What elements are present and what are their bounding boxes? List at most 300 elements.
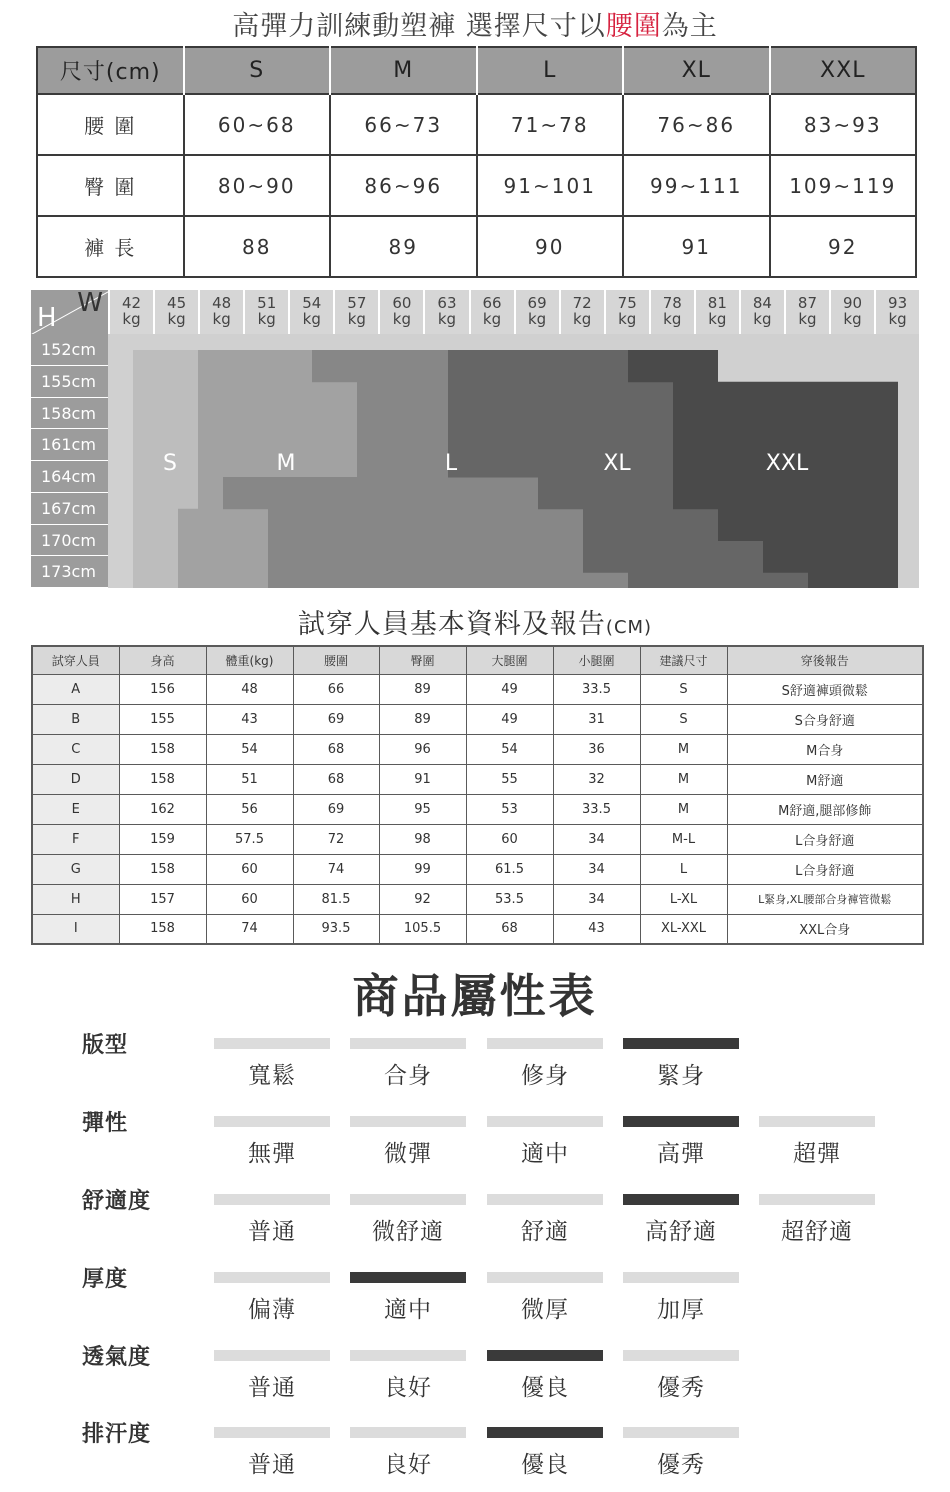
attribute-option-label: 舒適 <box>521 1219 569 1245</box>
trial-value: 95 <box>379 794 466 824</box>
attribute-option-label: 微舒適 <box>372 1219 444 1245</box>
attribute-option-label: 高舒適 <box>645 1219 717 1245</box>
size-region-l <box>223 477 538 509</box>
weight-value: 81 <box>707 294 727 312</box>
measure-value: 91 <box>623 216 770 277</box>
attribute-option <box>487 1350 603 1402</box>
attribute-option-label: 超舒適 <box>781 1219 853 1245</box>
trial-value: S <box>640 674 727 704</box>
weight-unit: kg <box>167 310 186 328</box>
size-region-label: S <box>163 451 177 476</box>
trial-value: 158 <box>119 854 206 884</box>
attribute-bar <box>350 1038 466 1049</box>
trial-value: 89 <box>379 674 466 704</box>
trial-value: 49 <box>466 674 553 704</box>
measure-value: 89 <box>330 216 477 277</box>
attribute-name: 彈性 <box>82 1111 129 1136</box>
trial-row <box>32 674 923 704</box>
attribute-option <box>350 1194 466 1246</box>
trial-value: 34 <box>553 824 640 854</box>
trial-value: 55 <box>466 764 553 794</box>
trial-value: L <box>640 854 727 884</box>
attribute-option <box>487 1194 603 1246</box>
attribute-bar <box>214 1194 330 1205</box>
trial-value: S <box>640 704 727 734</box>
attribute-option-label: 普通 <box>248 1219 296 1245</box>
attribute-row <box>0 1028 950 1106</box>
weight-unit: kg <box>527 310 547 328</box>
trial-value: 74 <box>293 854 379 884</box>
attribute-name: 排汗度 <box>82 1422 152 1447</box>
trial-header-cell: 臀圍 <box>379 646 466 674</box>
attribute-option <box>487 1427 603 1479</box>
trial-value: 158 <box>119 914 206 944</box>
weight-value: 78 <box>662 294 682 312</box>
size-region-m <box>198 382 357 414</box>
trial-value: 56 <box>206 794 293 824</box>
trial-value: 66 <box>293 674 379 704</box>
attribute-option-label: 優良 <box>521 1452 569 1478</box>
attribute-row <box>0 1262 950 1340</box>
height-cell: 164cm <box>31 461 108 493</box>
trial-value: 156 <box>119 674 206 704</box>
trial-value: 155 <box>119 704 206 734</box>
attribute-bar <box>350 1116 466 1127</box>
trial-value: 158 <box>119 764 206 794</box>
trial-value: 93.5 <box>293 914 379 944</box>
attribute-bar <box>350 1350 466 1361</box>
attribute-option-label: 普通 <box>248 1375 296 1401</box>
size-region-m <box>198 414 357 446</box>
attribute-row <box>0 1417 950 1492</box>
trial-row <box>32 914 923 944</box>
attribute-option <box>214 1427 330 1479</box>
trial-report: L合身舒適 <box>727 854 923 884</box>
trial-row <box>32 854 923 884</box>
weight-value: 63 <box>437 294 457 312</box>
trial-header-cell: 身高 <box>119 646 206 674</box>
attribute-row <box>0 1184 950 1262</box>
height-cell: 161cm <box>31 429 108 461</box>
trial-value: 68 <box>293 734 379 764</box>
size-region-l <box>312 350 448 382</box>
attribute-option-label: 寬鬆 <box>248 1063 296 1089</box>
attribute-option-label: 適中 <box>521 1141 569 1167</box>
attribute-option <box>214 1038 330 1090</box>
attribute-bar-selected <box>623 1194 739 1205</box>
measure-label: 腰 圍 <box>37 94 184 155</box>
trial-value: 60 <box>206 884 293 914</box>
trial-value: 69 <box>293 794 379 824</box>
trial-value: 36 <box>553 734 640 764</box>
trial-value: M <box>640 764 727 794</box>
trial-value: 51 <box>206 764 293 794</box>
size-region-xl <box>448 414 673 446</box>
tester-id: F <box>32 824 119 854</box>
measure-value: 91~101 <box>477 155 624 216</box>
size-table-row <box>37 94 916 155</box>
size-region-xxl <box>673 414 898 446</box>
attribute-bar <box>214 1272 330 1283</box>
attribute-option-label: 微厚 <box>521 1297 569 1323</box>
trial-value: 61.5 <box>466 854 553 884</box>
measure-value: 90 <box>477 216 624 277</box>
attribute-option <box>350 1350 466 1402</box>
measure-value: 83~93 <box>770 94 917 155</box>
size-region-xl <box>628 572 808 588</box>
trial-report: S舒適褲頭微鬆 <box>727 674 923 704</box>
size-region-xl <box>538 477 673 509</box>
trial-report: L緊身,XL腰部合身褲管微鬆 <box>727 884 923 914</box>
size-table-row <box>37 216 916 277</box>
attribute-option <box>623 1272 739 1324</box>
size-region-xxl <box>628 350 718 382</box>
height-cell: 158cm <box>31 398 108 430</box>
size-region-m <box>178 541 268 573</box>
measure-label: 臀 圍 <box>37 155 184 216</box>
trial-table <box>31 645 924 945</box>
weight-value: 51 <box>257 294 277 312</box>
title-suffix: 為主 <box>661 11 718 42</box>
size-header-cell: XXL <box>770 47 917 94</box>
size-region-l <box>357 382 448 414</box>
attribute-bar <box>350 1194 466 1205</box>
attribute-option-label: 偏薄 <box>248 1297 296 1323</box>
attribute-option-label: 優秀 <box>657 1452 705 1478</box>
attribute-option <box>214 1116 330 1168</box>
attribute-option <box>623 1038 739 1090</box>
attribute-bar <box>214 1427 330 1438</box>
size-table <box>36 46 917 278</box>
attribute-bar <box>214 1038 330 1049</box>
size-table-title <box>0 4 950 43</box>
size-region-l <box>268 509 583 541</box>
size-region-s <box>133 572 178 588</box>
trial-value: 158 <box>119 734 206 764</box>
trial-value: 157 <box>119 884 206 914</box>
trial-row <box>32 764 923 794</box>
tester-id: I <box>32 914 119 944</box>
trial-value: 32 <box>553 764 640 794</box>
trial-value: 34 <box>553 854 640 884</box>
trial-value: XL-XXL <box>640 914 727 944</box>
attribute-row <box>0 1106 950 1184</box>
title-prefix: 高彈力訓練動塑褲 選擇尺寸以 <box>232 11 606 42</box>
attribute-bar <box>759 1194 875 1205</box>
attribute-option <box>350 1272 466 1324</box>
attribute-bar <box>350 1427 466 1438</box>
size-header-cell: S <box>184 47 331 94</box>
tester-id: C <box>32 734 119 764</box>
measure-value: 86~96 <box>330 155 477 216</box>
attribute-bar <box>214 1116 330 1127</box>
weight-unit: kg <box>347 310 366 328</box>
size-region-xxl <box>673 477 898 509</box>
trial-value: L-XL <box>640 884 727 914</box>
size-region-xl <box>583 541 763 573</box>
trial-header-cell: 試穿人員 <box>32 646 119 674</box>
trial-value: 89 <box>379 704 466 734</box>
trial-header-cell: 穿後報告 <box>727 646 923 674</box>
trial-value: 68 <box>293 764 379 794</box>
attribute-option-label: 合身 <box>384 1063 432 1089</box>
size-region-xxl <box>673 382 898 414</box>
trial-value: 69 <box>293 704 379 734</box>
weight-value: 72 <box>572 294 592 312</box>
attribute-bar-selected <box>487 1350 603 1361</box>
trial-value: 74 <box>206 914 293 944</box>
attribute-option-label: 修身 <box>521 1063 569 1089</box>
measure-value: 109~119 <box>770 155 917 216</box>
height-cell: 155cm <box>31 366 108 398</box>
size-region-m <box>198 477 223 509</box>
size-region-xxl <box>808 572 898 588</box>
trial-value: 105.5 <box>379 914 466 944</box>
trial-header-cell: 體重(kg) <box>206 646 293 674</box>
attribute-option <box>623 1350 739 1402</box>
size-region-label: L <box>444 451 458 476</box>
measure-value: 80~90 <box>184 155 331 216</box>
weight-value: 84 <box>752 294 772 312</box>
attribute-option <box>759 1194 875 1246</box>
trial-value: 34 <box>553 884 640 914</box>
trial-value: 92 <box>379 884 466 914</box>
trial-value: 53 <box>466 794 553 824</box>
weight-unit: kg <box>843 310 862 328</box>
height-axis-label: H <box>37 303 57 333</box>
trial-report: L合身舒適 <box>727 824 923 854</box>
attribute-name: 透氣度 <box>82 1345 152 1370</box>
weight-unit: kg <box>257 310 276 328</box>
size-region-l <box>268 541 583 573</box>
size-region-m <box>198 350 312 382</box>
measure-label: 褲 長 <box>37 216 184 277</box>
attribute-bar <box>623 1272 739 1283</box>
weight-unit: kg <box>212 310 231 328</box>
trial-value: M-L <box>640 824 727 854</box>
size-header-cell: 尺寸(cm) <box>37 47 184 94</box>
trial-value: 81.5 <box>293 884 379 914</box>
size-region-l <box>357 445 448 477</box>
attribute-option-label: 超彈 <box>793 1141 841 1167</box>
trial-title-unit: (CM) <box>605 617 653 638</box>
attribute-option-label: 適中 <box>384 1297 432 1323</box>
size-header-cell: XL <box>623 47 770 94</box>
measure-value: 71~78 <box>477 94 624 155</box>
height-cell: 167cm <box>31 493 108 525</box>
attribute-option-label: 緊身 <box>657 1063 705 1089</box>
trial-value: 43 <box>553 914 640 944</box>
weight-unit: kg <box>618 310 637 328</box>
measure-value: 99~111 <box>623 155 770 216</box>
attribute-option <box>487 1272 603 1324</box>
trial-header-cell: 腰圍 <box>293 646 379 674</box>
size-table-row <box>37 155 916 216</box>
attributes-title: 商品屬性表 <box>352 969 598 1023</box>
trial-value: 49 <box>466 704 553 734</box>
height-cell: 170cm <box>31 525 108 557</box>
attribute-option-label: 優秀 <box>657 1375 705 1401</box>
tester-id: A <box>32 674 119 704</box>
attribute-option-label: 優良 <box>521 1375 569 1401</box>
trial-value: 96 <box>379 734 466 764</box>
attribute-option <box>487 1116 603 1168</box>
size-region-xl <box>448 382 673 414</box>
size-region-m <box>178 572 268 588</box>
weight-axis-label: W <box>77 290 103 318</box>
weight-unit: kg <box>573 310 592 328</box>
attribute-option-label: 加厚 <box>657 1297 705 1323</box>
attribute-row <box>0 1340 950 1418</box>
size-region-m <box>178 509 268 541</box>
attribute-option <box>623 1194 739 1246</box>
trial-value: M <box>640 794 727 824</box>
attribute-option <box>350 1427 466 1479</box>
attribute-option-label: 良好 <box>384 1375 432 1401</box>
trial-header-row <box>32 646 923 674</box>
size-region-map <box>31 290 919 588</box>
size-region-label: XXL <box>765 451 809 476</box>
trial-value: 54 <box>466 734 553 764</box>
weight-value: 87 <box>797 294 818 312</box>
attribute-name: 厚度 <box>82 1267 129 1292</box>
title-highlight: 腰圍 <box>605 11 662 42</box>
size-region-xxl <box>763 541 898 573</box>
trial-report: M舒適,腿部修飾 <box>727 794 923 824</box>
trial-row <box>32 704 923 734</box>
size-region-l <box>268 572 628 588</box>
trial-row <box>32 734 923 764</box>
weight-value: 48 <box>212 294 232 312</box>
weight-value: 69 <box>527 294 547 312</box>
weight-unit: kg <box>798 310 817 328</box>
trial-header-cell: 建議尺寸 <box>640 646 727 674</box>
size-header-cell: M <box>330 47 477 94</box>
size-table-header <box>37 47 916 94</box>
attribute-bar-selected <box>623 1116 739 1127</box>
size-region-label: XL <box>603 451 631 476</box>
height-cell: 152cm <box>31 334 108 366</box>
weight-value: 42 <box>121 294 142 312</box>
tester-id: H <box>32 884 119 914</box>
attribute-option <box>214 1350 330 1402</box>
size-region-s <box>133 509 178 541</box>
tester-id: E <box>32 794 119 824</box>
weight-unit: kg <box>392 310 412 328</box>
weight-unit: kg <box>302 310 321 328</box>
weight-value: 57 <box>347 294 367 312</box>
attribute-option-label: 無彈 <box>248 1141 296 1167</box>
trial-title <box>0 602 950 641</box>
weight-value: 66 <box>482 294 502 312</box>
attribute-bar <box>623 1427 739 1438</box>
measure-value: 92 <box>770 216 917 277</box>
attribute-option-label: 良好 <box>384 1452 432 1478</box>
trial-report: XXL合身 <box>727 914 923 944</box>
trial-value: 68 <box>466 914 553 944</box>
attribute-bar <box>487 1116 603 1127</box>
attribute-bar <box>623 1350 739 1361</box>
attribute-name: 版型 <box>82 1033 129 1058</box>
trial-value: 43 <box>206 704 293 734</box>
size-region-s <box>133 541 178 573</box>
weight-value: 60 <box>392 294 412 312</box>
attribute-option <box>214 1272 330 1324</box>
attribute-option <box>487 1038 603 1090</box>
trial-value: 60 <box>466 824 553 854</box>
attribute-option <box>623 1427 739 1479</box>
measure-value: 66~73 <box>330 94 477 155</box>
weight-unit: kg <box>437 310 457 328</box>
attribute-bar-selected <box>623 1038 739 1049</box>
trial-value: 99 <box>379 854 466 884</box>
size-region-xl <box>448 445 673 477</box>
attribute-option-label: 高彈 <box>657 1141 705 1167</box>
size-region-l <box>357 414 448 446</box>
tester-id: G <box>32 854 119 884</box>
trial-value: 31 <box>553 704 640 734</box>
trial-row <box>32 794 923 824</box>
weight-value: 93 <box>888 294 908 312</box>
weight-unit: kg <box>122 310 141 328</box>
weight-value: 75 <box>617 294 637 312</box>
size-region-s <box>133 382 198 414</box>
trial-header-cell: 小腿圍 <box>553 646 640 674</box>
size-region-s <box>133 477 198 509</box>
measure-value: 76~86 <box>623 94 770 155</box>
size-region-s <box>133 414 198 446</box>
weight-value: 45 <box>167 294 187 312</box>
trial-value: M <box>640 734 727 764</box>
size-region-label: M <box>276 451 296 476</box>
trial-value: 98 <box>379 824 466 854</box>
attribute-bar-selected <box>487 1427 603 1438</box>
weight-value: 54 <box>302 294 322 312</box>
attribute-bar <box>487 1194 603 1205</box>
attribute-option-label: 微彈 <box>384 1141 432 1167</box>
size-header-cell: L <box>477 47 624 94</box>
tester-id: B <box>32 704 119 734</box>
weight-unit: kg <box>753 310 772 328</box>
trial-value: 91 <box>379 764 466 794</box>
weight-value: 90 <box>842 294 863 312</box>
trial-row <box>32 824 923 854</box>
trial-title-text: 試穿人員基本資料及報告 <box>297 609 606 640</box>
measure-value: 60~68 <box>184 94 331 155</box>
weight-unit: kg <box>708 310 727 328</box>
trial-value: 53.5 <box>466 884 553 914</box>
attribute-option <box>623 1116 739 1168</box>
attribute-bar <box>759 1116 875 1127</box>
trial-row <box>32 884 923 914</box>
attribute-option <box>214 1194 330 1246</box>
attribute-option <box>350 1038 466 1090</box>
attribute-option-label: 普通 <box>248 1452 296 1478</box>
height-weight-chart <box>31 290 919 588</box>
trial-value: 162 <box>119 794 206 824</box>
trial-value: 33.5 <box>553 794 640 824</box>
tester-id: D <box>32 764 119 794</box>
attribute-bar <box>487 1272 603 1283</box>
trial-report: S合身舒適 <box>727 704 923 734</box>
trial-value: 33.5 <box>553 674 640 704</box>
size-region-xxl <box>718 509 898 541</box>
trial-report: M合身 <box>727 734 923 764</box>
trial-header-cell: 大腿圍 <box>466 646 553 674</box>
trial-report: M舒適 <box>727 764 923 794</box>
weight-unit: kg <box>888 310 907 328</box>
measure-value: 88 <box>184 216 331 277</box>
